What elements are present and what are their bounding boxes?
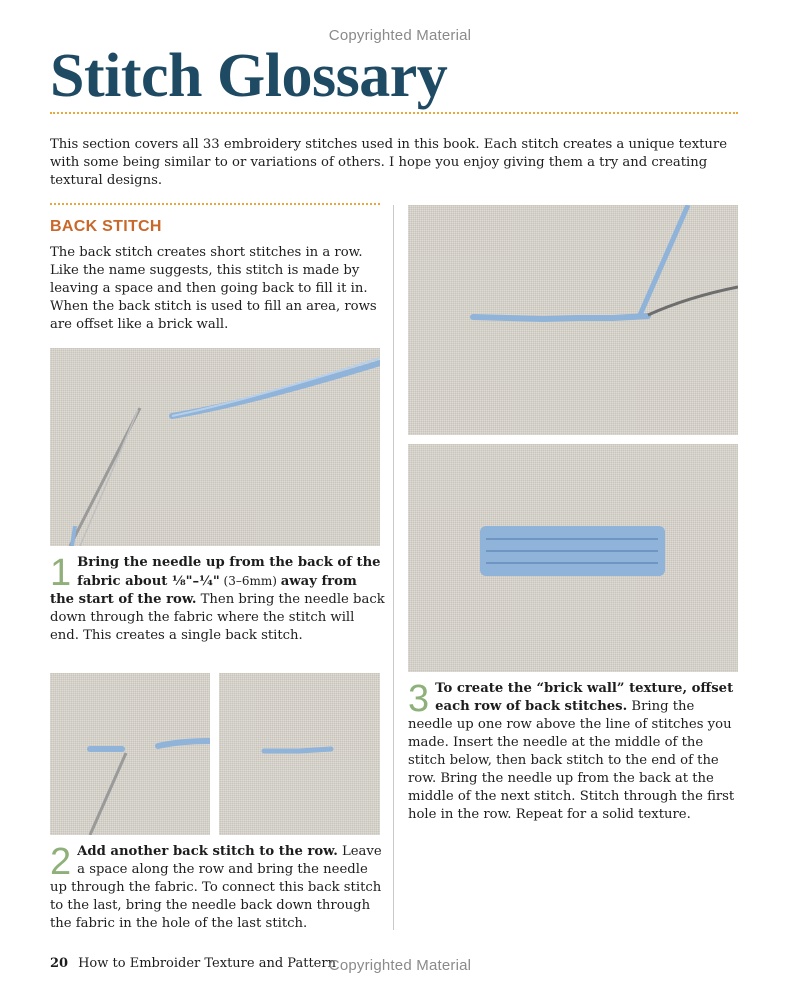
page-number: 20 bbox=[50, 956, 69, 971]
step-text: Then bring the needle back down through the fabric where the stitch will end. This creates a single back stitch. bbox=[50, 592, 385, 643]
step-2 bbox=[50, 843, 385, 933]
back-stitch-row-illustration bbox=[408, 205, 738, 435]
watermark: Copyrighted Material bbox=[328, 957, 472, 974]
brick-wall-texture-illustration bbox=[408, 444, 738, 672]
photo-step-2b bbox=[219, 673, 380, 835]
watermark: Copyrighted Material bbox=[328, 27, 472, 44]
photo-brick-wall bbox=[408, 444, 738, 672]
stitch-gap-illustration bbox=[50, 673, 210, 835]
needle-thread-illustration bbox=[50, 348, 380, 546]
column-divider bbox=[393, 205, 394, 930]
step-1 bbox=[50, 554, 385, 645]
step-bold-2: away from the start of the row. bbox=[50, 574, 357, 607]
photo-step-2a bbox=[50, 673, 210, 835]
step-text: Bring the needle up one row above the line of stitches you made. Insert the needle at the middle of the stitch below, then back stitch to the end of the row. Bring the needle up from the back at the middle of the next stitch. Stitch through the first hole in the row. Repeat for a solid texture. bbox=[408, 699, 735, 822]
title-divider bbox=[50, 112, 738, 114]
book-title: How to Embroider Texture and Pattern bbox=[78, 956, 336, 971]
step-number: 3 bbox=[408, 678, 430, 720]
page-title: Stitch Glossary bbox=[50, 42, 448, 110]
step-3 bbox=[408, 680, 738, 824]
step-bold: Add another back stitch to the row. bbox=[77, 844, 338, 859]
section-lead: The back stitch creates short stitches in a row. Like the name suggests, this stitch is made by leaving a space and then going back to fill it in. When the back stitch is used to fill an area, rows are offset like a brick wall. bbox=[50, 245, 377, 332]
step-bold: Bring the needle up from the back of the fabric about ⅛"–¼" bbox=[77, 555, 381, 589]
photo-step-1 bbox=[50, 348, 380, 546]
intro-paragraph: This section covers all 33 embroidery stitches used in this book. Each stitch creates a unique texture with some being similar to or variations of others. I hope you enjoy giving them a try and creating textural designs. bbox=[50, 137, 728, 188]
step-number: 2 bbox=[50, 841, 72, 883]
section-heading: BACK STITCH bbox=[50, 218, 162, 235]
step-bold: To create the “brick wall” texture, offset each row of back stitches. bbox=[435, 681, 734, 714]
section-divider bbox=[50, 203, 380, 205]
step-text: Leave a space along the row and bring the needle up through the fabric. To connect this back stitch to the last, bring the needle back down through the fabric in the hole of the last stitch. bbox=[50, 844, 382, 931]
photo-row-stitches bbox=[408, 205, 738, 435]
step-number: 1 bbox=[50, 552, 72, 594]
step-measure: (3–6mm) bbox=[219, 574, 281, 588]
stitch-row-illustration bbox=[219, 673, 380, 835]
